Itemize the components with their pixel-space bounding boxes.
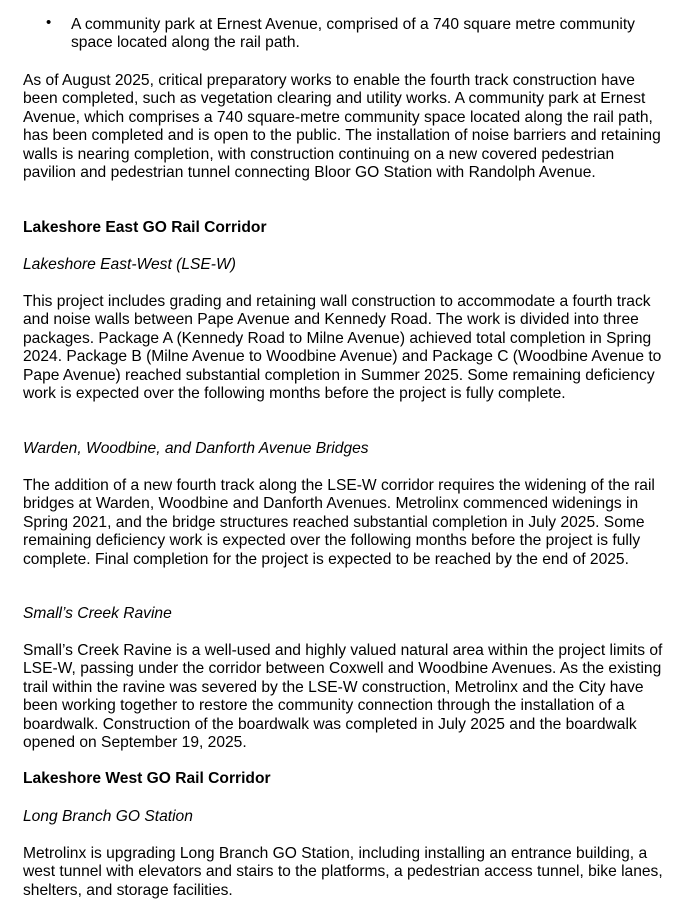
- heading-lakeshore-west: Lakeshore West GO Rail Corridor: [23, 770, 271, 787]
- paragraph-long-branch: Metrolinx is upgrading Long Branch GO Station, including installing an entrance building, a west tunnel with elevators and stairs to the platforms, a pedestrian access tunnel, bike lanes, shelters, and storage facilities.: [23, 845, 663, 899]
- bullet-marker: •: [46, 14, 52, 31]
- subheading-lse-w: Lakeshore East-West (LSE-W): [23, 256, 236, 273]
- subheading-long-branch: Long Branch GO Station: [23, 808, 193, 825]
- subheading-smalls-creek-ravine: Small’s Creek Ravine: [23, 605, 172, 622]
- paragraph-august-2025-update: As of August 2025, critical preparatory works to enable the fourth track construction have been completed, such as vegetation clearing and utility works. A community park at Ernest Avenue, which comprises a 740 square-metre community space located along the rail path, has been completed and is open to the public. The installation of noise barriers and retaining walls is nearing completion, with construction continuing on a new covered pedestrian pavilion and pedestrian tunnel connecting Bloor GO Station with Randolph Avenue.: [23, 72, 661, 182]
- bullet-text: A community park at Ernest Avenue, comprised of a 740 square metre community space located along the rail path.: [71, 16, 635, 52]
- heading-lakeshore-east: Lakeshore East GO Rail Corridor: [23, 219, 267, 236]
- paragraph-smalls-creek-ravine: Small’s Creek Ravine is a well-used and highly valued natural area within the project limits of LSE-W, passing under the corridor between Coxwell and Woodbine Avenues. As the existing trail within the ravine was severed by the LSE-W construction, Metrolinx and the City have been working together to restore the community connection through the installation of a boardwalk. Construction of the boardwalk was completed in July 2025 and the boardwalk opened on September 19, 2025.: [23, 642, 663, 752]
- paragraph-lse-w: This project includes grading and retaining wall construction to accommodate a fourth track and noise walls between Pape Avenue and Kennedy Road. The work is divided into three packages. Package A (Kennedy Road to Milne Avenue) achieved total completion in Spring 2024. Package B (Milne Avenue to Woodbine Avenue) and Package C (Woodbine Avenue to Pape Avenue) reached substantial completion in Summer 2025. Some remaining deficiency work is expected over the following months before the project is fully complete.: [23, 293, 662, 403]
- subheading-bridges: Warden, Woodbine, and Danforth Avenue Bridges: [23, 440, 369, 457]
- paragraph-bridges: The addition of a new fourth track along the LSE-W corridor requires the widening of the rail bridges at Warden, Woodbine and Danforth Avenues. Metrolinx commenced widenings in Spring 2021, and the bridge structures reached substantial completion in July 2025. Some remaining deficiency work is expected over the following months before the project is fully complete. Final completion for the project is expected to be reached by the end of 2025.: [23, 477, 655, 568]
